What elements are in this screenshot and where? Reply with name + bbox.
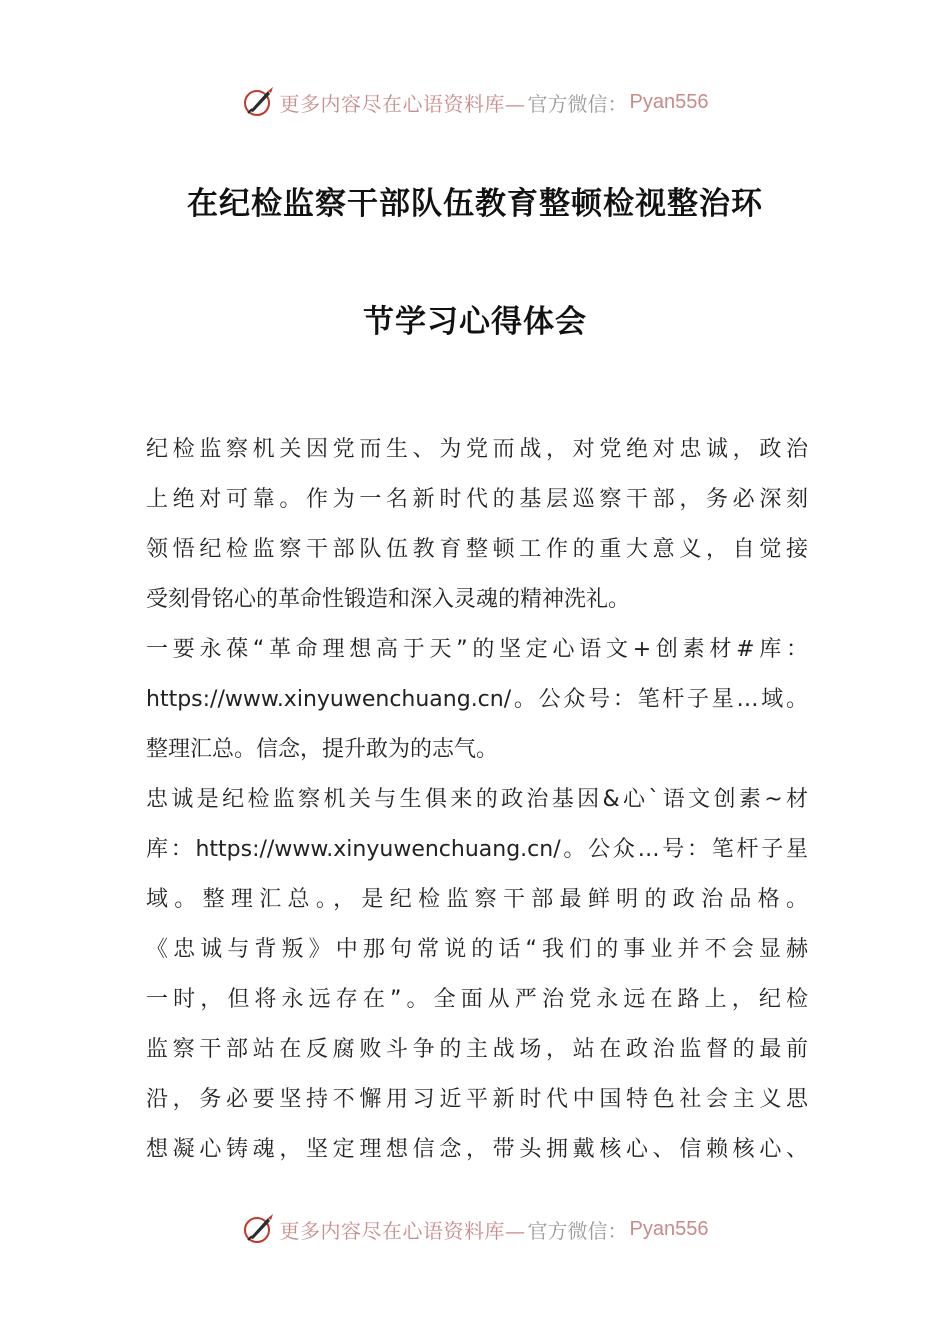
document-title-line-1: 在纪检监察干部队伍教育整顿检视整治环 bbox=[187, 186, 763, 222]
body-line: 领悟纪检监察干部队伍教育整顿工作的重大意义，自觉接 bbox=[146, 537, 808, 562]
body-line: 沿，务必要坚持不懈用习近平新时代中国特色社会主义思 bbox=[146, 1087, 808, 1112]
body-line: 想凝心铸魂，坚定理想信念，带头拥戴核心、信赖核心、 bbox=[146, 1137, 808, 1162]
banner-wechat-id: Pyan556 bbox=[629, 90, 709, 113]
body-line: 受刻骨铭心的革命性锻造和深入灵魂的精神洗礼。 bbox=[146, 587, 631, 612]
body-line: 域。整理汇总。，是纪检监察干部最鲜明的政治品格。 bbox=[146, 887, 808, 912]
document-body bbox=[146, 429, 808, 1179]
body-line: https://www.xinyuwenchuang.cn/。公众号：笔杆子星…域。 bbox=[146, 687, 808, 712]
banner-text: 更多内容尽在心语资料库— bbox=[279, 91, 526, 116]
footer-watermark-banner bbox=[0, 1209, 950, 1249]
quill-logo-icon bbox=[242, 85, 276, 119]
banner-text: 更多内容尽在心语资料库— bbox=[279, 1218, 526, 1243]
quill-logo-icon bbox=[242, 1212, 276, 1246]
body-line: 库：https://www.xinyuwenchuang.cn/。公众…号：笔杆子星 bbox=[146, 837, 808, 862]
banner-wechat-label: 官方微信： bbox=[527, 1218, 628, 1243]
body-line: 整理汇总。信念，提升敢为的志气。 bbox=[146, 737, 499, 762]
banner-wechat-id: Pyan556 bbox=[629, 1217, 709, 1240]
header-watermark-banner bbox=[0, 82, 950, 122]
body-line: 监察干部站在反腐败斗争的主战场，站在政治监督的最前 bbox=[146, 1037, 808, 1062]
body-line: 一要永葆“革命理想高于天”的坚定心语文+创素材#库： bbox=[146, 637, 808, 662]
document-title-line-2: 节学习心得体会 bbox=[363, 304, 587, 340]
body-line: 一时，但将永远存在”。全面从严治党永远在路上，纪检 bbox=[146, 987, 808, 1012]
body-line: 纪检监察机关因党而生、为党而战，对党绝对忠诚，政治 bbox=[146, 437, 808, 462]
banner-wechat-label: 官方微信： bbox=[527, 91, 628, 116]
body-line: 《忠诚与背叛》中那句常说的话“我们的事业并不会显赫 bbox=[146, 937, 808, 962]
body-line: 忠诚是纪检监察机关与生俱来的政治基因&心`语文创素~材 bbox=[146, 787, 808, 812]
body-line: 上绝对可靠。作为一名新时代的基层巡察干部，务必深刻 bbox=[146, 487, 808, 512]
